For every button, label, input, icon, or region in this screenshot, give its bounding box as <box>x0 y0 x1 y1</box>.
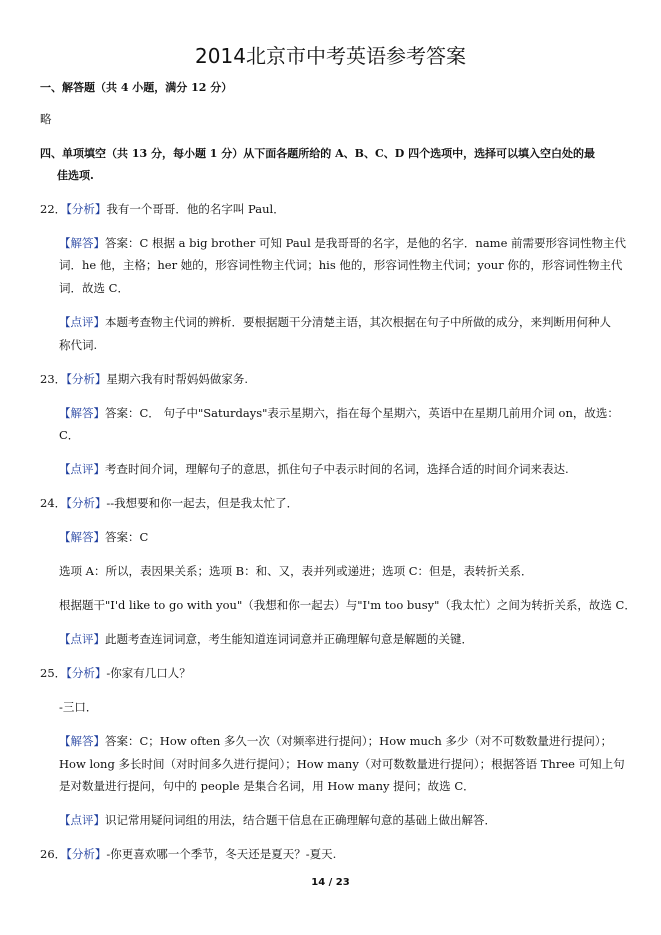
page-title: 2014北京市中考英语参考答案 <box>195 44 466 68</box>
comment-text: 本题考查物主代词的辨析．要根据题干分清楚主语，其次根据在句子中所做的成分，来判断用何种人 <box>105 315 611 329</box>
q23-analysis <box>40 372 248 387</box>
comment-text: 此题考查连词词意，考生能知道连词词意并正确理解句意是解题的关键． <box>105 632 473 646</box>
q25-answer-line2: How long 多长时间（对时间多久进行提问）；How many（对可数数量进行提问）；根据答语 Three 可知上句 <box>59 757 625 771</box>
analysis-tag: 【分析】 <box>66 496 107 510</box>
answer-text: 答案：C；How often 多久一次（对频率进行提问）；How much 多少（对不可数数量进行提问）； <box>105 734 613 748</box>
answer-tag: 【解答】 <box>59 734 105 748</box>
q23-answer-line2: C． <box>59 428 80 442</box>
question-number: 25． <box>40 666 67 680</box>
q25-answer-line3: 是对数量进行提问，句中的 people 是集合名词，用 How many 提问；故选 C． <box>59 779 475 793</box>
analysis-text: -你家有几口人？ <box>106 666 191 680</box>
question-number: 26． <box>40 847 67 861</box>
answer-text: 答案：C． 句子中"Saturdays"表示星期六，指在每个星期六，英语中在星期几前用介词 on，故选： <box>105 406 619 420</box>
q24-comment <box>59 632 473 647</box>
question-number: 24． <box>40 496 67 510</box>
section1-heading: 一、解答题（共 4 小题，满分 12 分） <box>40 81 233 94</box>
q26-analysis <box>40 847 336 862</box>
page-number: 14 / 23 <box>311 877 350 888</box>
analysis-text: -你更喜欢哪一个季节，冬天还是夏天？-夏天. <box>106 847 337 861</box>
q22-answer-line1 <box>59 236 626 251</box>
answer-tag: 【解答】 <box>59 406 105 420</box>
comment-tag: 【点评】 <box>59 315 105 329</box>
analysis-tag: 【分析】 <box>66 202 107 216</box>
q24-analysis <box>40 496 298 511</box>
analysis-text: 我有一个哥哥．他的名字叫 Paul． <box>106 202 285 216</box>
q22-comment-line1 <box>59 315 611 330</box>
answer-text: 答案：C 根据 a big brother 可知 Paul 是我哥哥的名字，是他的名字．name 前需要形容词性物主代 <box>105 236 627 250</box>
section4-heading-line2: 佳选项. <box>57 169 94 182</box>
comment-tag: 【点评】 <box>59 462 105 476</box>
q25-reply: -三口． <box>59 700 98 714</box>
q24-reason: 根据题干"I'd like to go with you"（我想和你一起去）与"I'm too busy"（我太忙）之间为转折关系，故选 C． <box>59 598 636 612</box>
answer-tag: 【解答】 <box>59 236 105 250</box>
question-number: 23． <box>40 372 67 386</box>
q25-comment <box>59 813 496 828</box>
analysis-text: 星期六我有时帮妈妈做家务. <box>106 372 249 386</box>
analysis-text: --我想要和你一起去，但是我太忙了． <box>106 496 299 510</box>
answer-text: 答案：C <box>105 530 149 544</box>
comment-tag: 【点评】 <box>59 813 105 827</box>
section1-content: 略 <box>40 112 52 126</box>
q22-comment-line2: 称代词. <box>59 338 98 352</box>
section4-heading-line1: 四、单项填空（共 13 分，每小题 1 分）从下面各题所给的 A、B、C、D 四个选项中，选择可以填入空白处的最 <box>40 147 596 160</box>
analysis-tag: 【分析】 <box>66 847 107 861</box>
q22-answer-line3: 词．故选 C． <box>59 281 129 295</box>
question-number: 22． <box>40 202 67 216</box>
analysis-tag: 【分析】 <box>66 372 107 386</box>
comment-text: 考查时间介词，理解句子的意思，抓住句子中表示时间的名词，选择合适的时间介词来表达. <box>105 462 569 476</box>
comment-text: 识记常用疑问词组的用法，结合题干信息在正确理解句意的基础上做出解答． <box>105 813 496 827</box>
comment-tag: 【点评】 <box>59 632 105 646</box>
q25-analysis <box>40 666 191 681</box>
q24-answer <box>59 530 148 545</box>
q23-comment <box>59 462 569 477</box>
q23-answer-line1 <box>59 406 619 421</box>
analysis-tag: 【分析】 <box>66 666 107 680</box>
q22-answer-line2: 词．he 他，主格；her 她的，形容词性物主代词；his 他的，形容词性物主代词；your 你的，形容词性物主代 <box>59 258 623 272</box>
q22-analysis <box>40 202 285 217</box>
answer-tag: 【解答】 <box>59 530 105 544</box>
q25-answer-line1 <box>59 734 612 749</box>
q24-options: 选项 A：所以，表因果关系；选项 B：和、又，表并列或递进；选项 C：但是，表转折关系． <box>59 564 533 578</box>
